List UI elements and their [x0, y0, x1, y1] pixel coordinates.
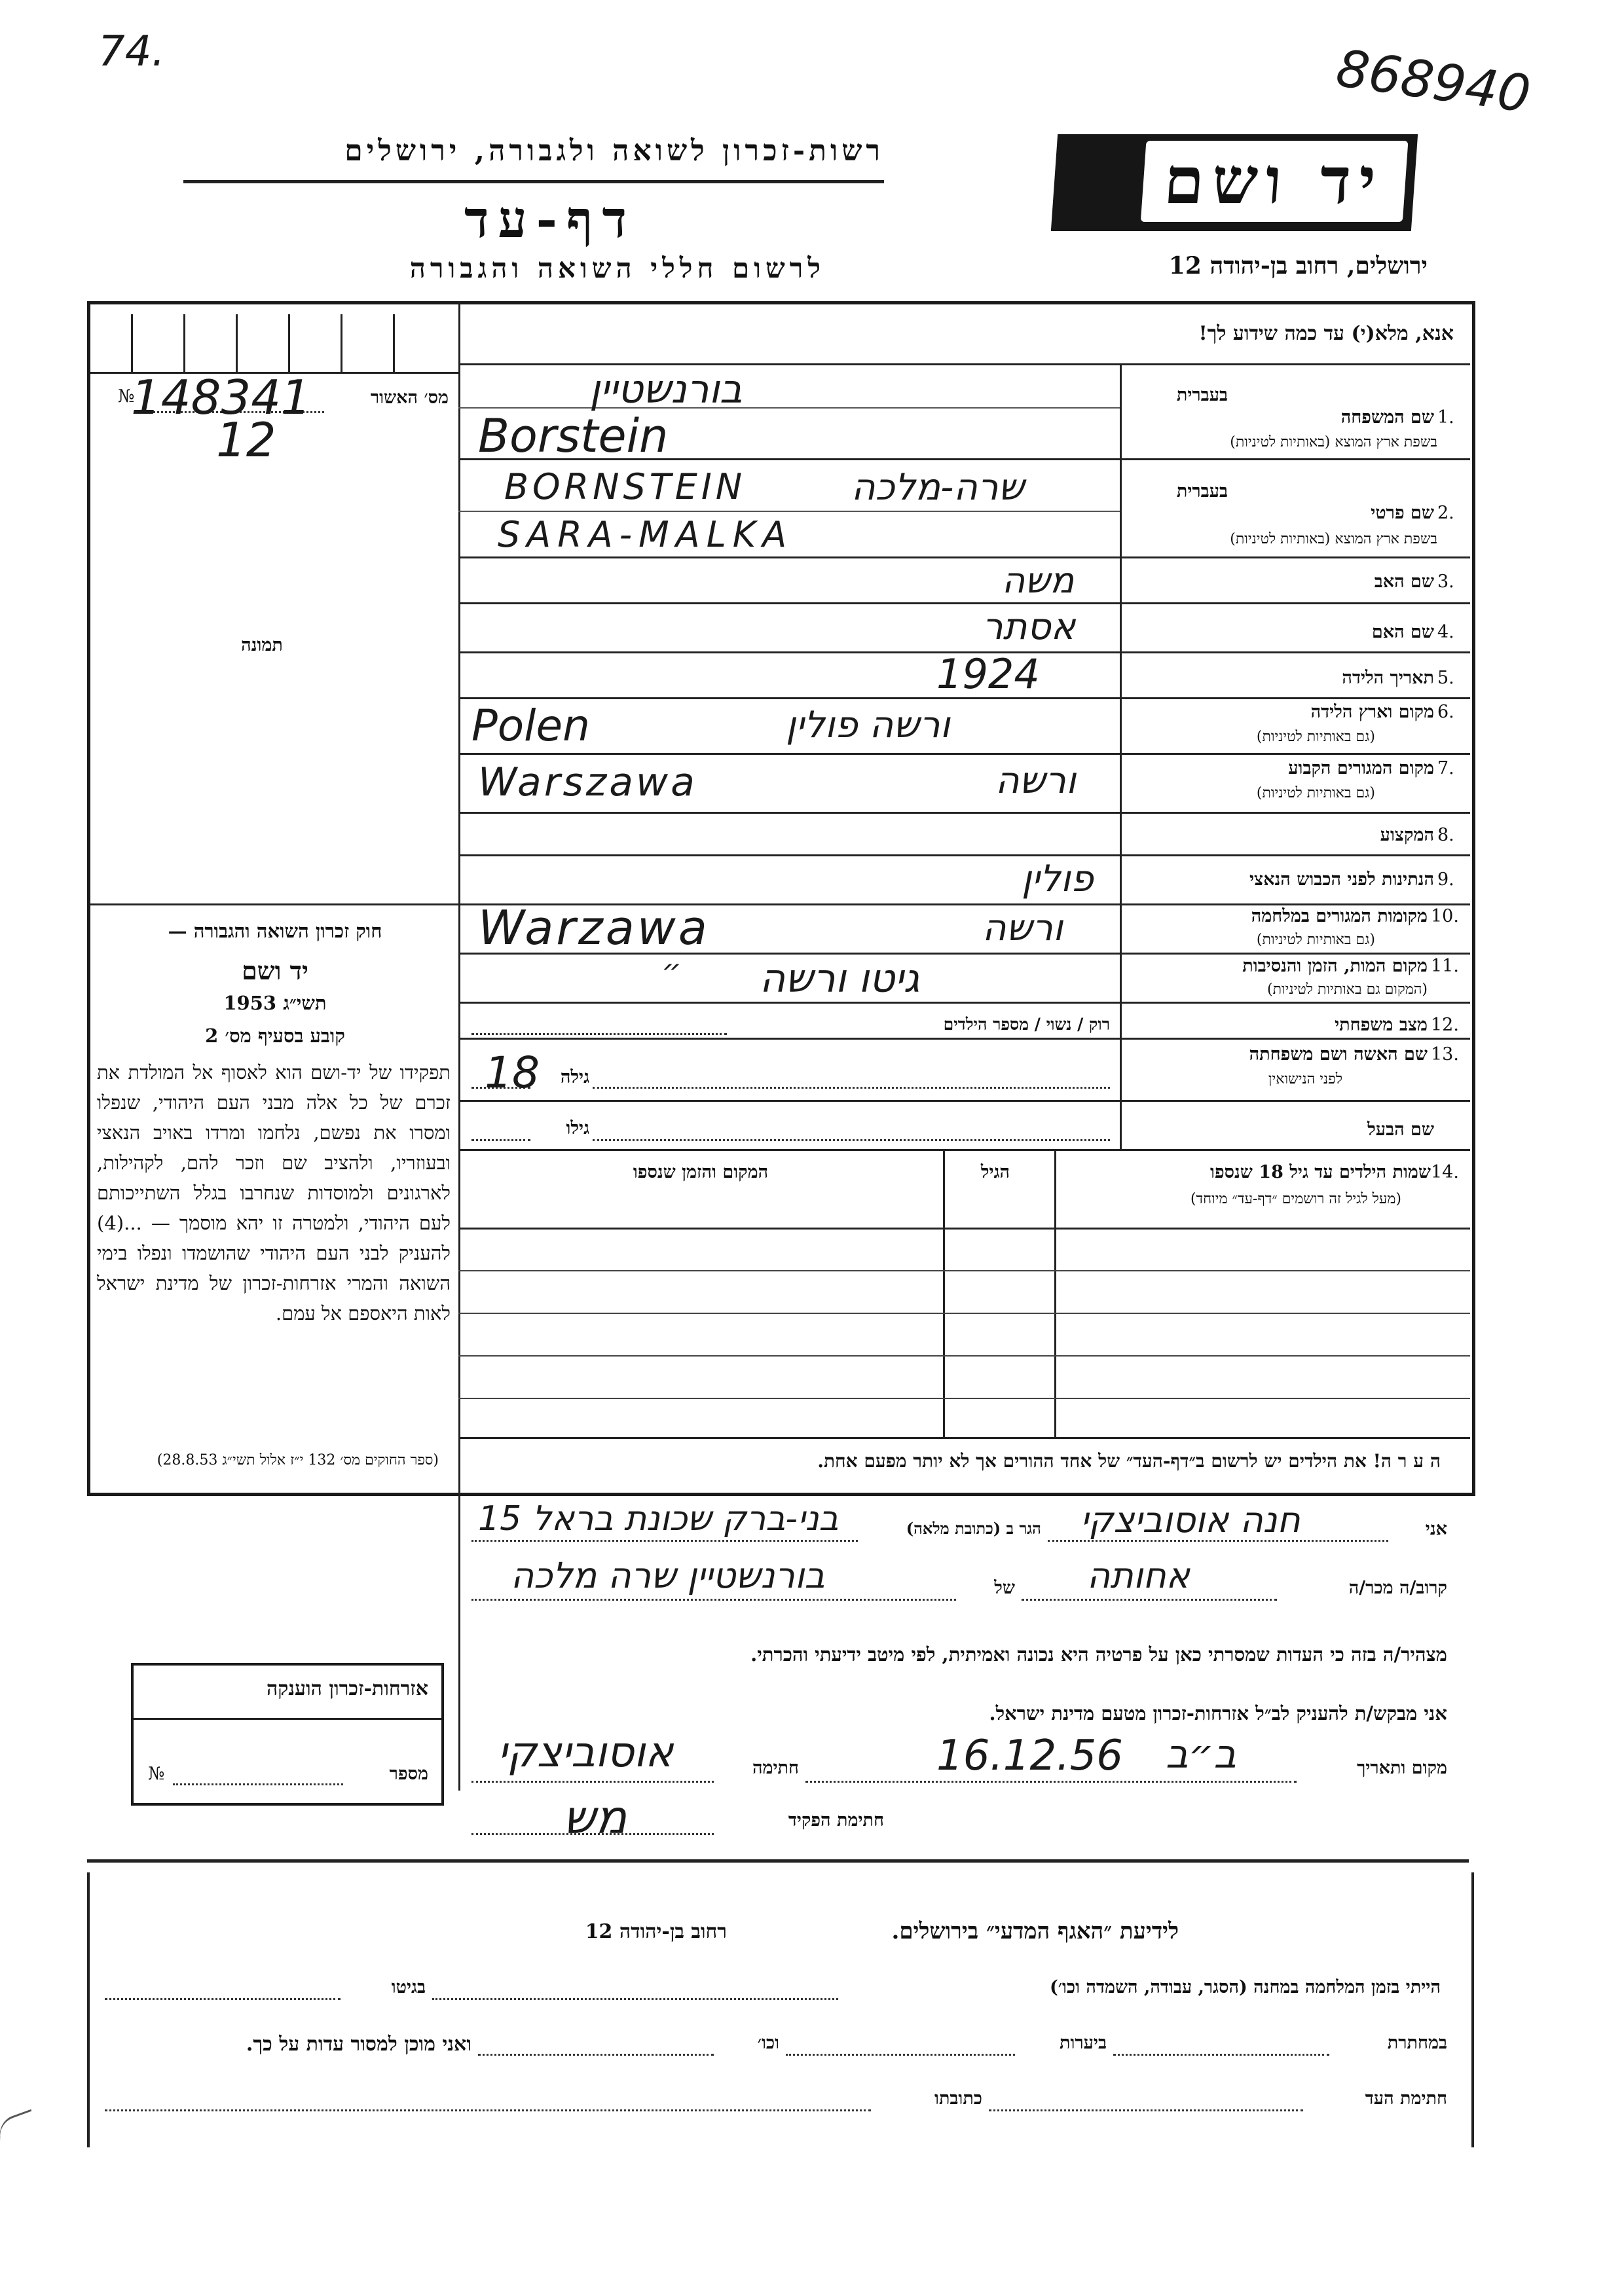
- corner-mark: 74.: [98, 27, 165, 76]
- f4-num: 4.: [1437, 622, 1454, 642]
- f4-value: אסתר: [982, 606, 1076, 648]
- f2-label: שם פרטי: [1371, 503, 1434, 523]
- f13-age-label: גילה: [560, 1067, 589, 1087]
- f5-num: 5.: [1437, 668, 1454, 688]
- f14-col-age: הגיל: [980, 1162, 1010, 1182]
- f10-label: מקומות המגורים במלחמה: [1251, 906, 1428, 926]
- f7-value-lat: Warszawa: [478, 759, 697, 805]
- f6-num: 6.: [1437, 702, 1454, 722]
- f2-num: 2.: [1437, 503, 1454, 523]
- f11-num: 11.: [1431, 956, 1459, 976]
- bottom-line1-camp: הייתי בזמן המלחמה במחנה (הסגר, עבודה, השמדה וכו׳): [1050, 1977, 1441, 1997]
- date-value: 16.12.56: [936, 1732, 1123, 1780]
- f7-num: 7.: [1437, 758, 1454, 778]
- f2-heb-tag: בעברית: [1176, 481, 1228, 501]
- f10-value-lat: Warzawa: [478, 900, 710, 955]
- law-citation: (ספר החוקים מס׳ 132 י״ז אלול תשי״ג 28.8.53): [157, 1452, 439, 1468]
- f13-age-value: 18: [485, 1048, 540, 1098]
- f13-label: שם האשה ושם משפחתה: [1249, 1044, 1428, 1065]
- f2-value-lat1: BORNSTEIN: [504, 466, 747, 507]
- declarant-address: בני-ברק שכונת בראל 15: [478, 1499, 839, 1539]
- f7-sub: (גם באותיות לטיניות): [1256, 785, 1375, 801]
- bottom-title: לידיעת ״האגף המדעי״ בירושלים.: [891, 1918, 1179, 1944]
- place-date-label: מקום ותאריך: [1357, 1758, 1447, 1778]
- f8-num: 8.: [1437, 825, 1454, 845]
- officer-signature-label: חתימת הפקיד: [788, 1810, 884, 1831]
- approval-no-sign: №: [118, 386, 135, 407]
- f13-sub: לפני הנישואין: [1268, 1071, 1342, 1087]
- bottom-section: [87, 1872, 1474, 2147]
- f6-value-heb: ורשה פולין: [786, 704, 950, 746]
- f13-num: 13.: [1431, 1044, 1459, 1065]
- decl-prefix: אני: [1425, 1519, 1447, 1539]
- bottom-line2-underground: במחתרת: [1387, 2033, 1447, 2053]
- f4-label: שם האם: [1371, 622, 1434, 642]
- f1-heb-tag: בעברית: [1176, 385, 1228, 405]
- f3-value: משה: [1002, 560, 1075, 601]
- photo-label: תמונה: [241, 635, 283, 655]
- bottom-line2-ready: ואני מוכן למסור עדות על כך.: [246, 2033, 471, 2056]
- witness-address-label: כתובתו: [934, 2088, 982, 2109]
- f1-label: שם המשפחה: [1340, 407, 1434, 428]
- f11-value-mark: ״: [661, 953, 682, 989]
- bottom-line2-etc: וכו׳: [757, 2033, 779, 2053]
- f10-sub: (גם באותיות לטיניות): [1256, 932, 1375, 948]
- law-year: תשי״ג 1953: [223, 992, 327, 1014]
- f7-value-heb: ורשה: [995, 759, 1077, 802]
- f12-label: מצב משפחתי: [1335, 1015, 1428, 1035]
- f7-label: מקום המגורים הקבוע: [1288, 758, 1434, 778]
- law-title: חוק זכרון השואה והגבורה —: [168, 920, 382, 942]
- f5-value: 1924: [936, 650, 1040, 698]
- declaration-request: אני מבקש/ת להעניק לב״ל אזרחות-זכרון מטעם מדינת ישראל.: [989, 1702, 1447, 1724]
- law-logo: יד ושם: [242, 956, 308, 985]
- relation-value: אחותה: [1087, 1555, 1190, 1596]
- f12-options: רוק / נשוי / מספר הילדים: [943, 1015, 1110, 1034]
- f13-husband-age-label: גילו: [566, 1118, 589, 1139]
- witness-signature-label: חתימת העד: [1365, 2088, 1447, 2109]
- bottom-line1-ghetto: בגיטו: [391, 1977, 426, 1997]
- law-clause: קובע בסעיף מס׳ 2: [205, 1025, 345, 1047]
- citizenship-box: [131, 1663, 444, 1806]
- f10-value-heb: ורשה: [982, 907, 1063, 949]
- approval-label: מס׳ האשור: [370, 388, 449, 408]
- f2-sub: בשפת ארץ המוצא (באותיות לטיניות): [1230, 531, 1437, 547]
- f3-label: שם האב: [1374, 572, 1434, 592]
- declarant-name: חנה אוסוביצקי: [1080, 1499, 1301, 1540]
- f14-sub: (מעל לגיל זה רושמים ״דף-עד״ מיוחד): [1190, 1191, 1401, 1207]
- record-number: 868940: [1333, 39, 1534, 125]
- f9-label: הנתינות לפני הכבוש הנאצי: [1249, 869, 1434, 890]
- citizenship-number-label: מספר: [389, 1764, 428, 1784]
- signature-value: אוסוביצקי: [498, 1728, 674, 1777]
- f13-husband-label: שם הבעל: [1367, 1120, 1434, 1140]
- signature-label: חתימה: [752, 1758, 799, 1778]
- f14-col-place: המקום והזמן שנספו: [633, 1162, 769, 1182]
- citizenship-no-sign: №: [148, 1764, 165, 1784]
- f11-value-heb: גיטו ורשה: [760, 956, 920, 1002]
- place-value: ב״ב: [1166, 1732, 1237, 1777]
- f6-label: מקום וארץ הלידה: [1310, 702, 1434, 722]
- bottom-address: רחוב בן-יהודה 12: [585, 1920, 727, 1943]
- intro-text: אנא, מלא(י) עד כמה שידוע לך!: [1198, 322, 1454, 345]
- f2-value-heb: שרה-מלכה: [851, 466, 1025, 509]
- f1-num: 1.: [1437, 407, 1454, 428]
- law-body: תפקידו של יד-ושם הוא לאסוף אל המולדת את זכרם של כל אלה מבני העם היהודי, שנפלו ומסרו את נפשם, נלחמו ומרדו באויב הנאצי ובעוזריו, ולהציב שם וזכר להם, לקהילות, לארגונים ולמוסדות שנחרבו בגלל השתייכותם לעם היהודי, ולמטרה זו יהא מוסמך — ...(4) להעניק לבני העם היהודי שהושמדו ונפלו בימי השואה והמרי אזרחות-זכרון של מדינת ישראל לאות היאספם אל עמם.: [97, 1061, 451, 1324]
- relation-label: קרוב/ה מכר/ה: [1348, 1578, 1447, 1598]
- f11-label: מקום המות, הזמן והנסיבות: [1242, 956, 1428, 976]
- f3-num: 3.: [1437, 572, 1454, 592]
- declaration-statement: מצהיר/ה בזה כי העדות שמסרתי כאן על פרטיה היא נכונה ואמיתית, לפי מיטב ידיעתי והכרתי.: [750, 1643, 1447, 1666]
- note-text: ה ע ר ה! את הילדים יש לרשום ב״דף-העד״ של אחד ההורים אך לא יותר מפעם אחת.: [817, 1450, 1441, 1472]
- f6-sub: (גם באותיות לטיניות): [1256, 729, 1375, 745]
- yad-vashem-address: ירושלים, רחוב בן-יהודה 12: [1168, 252, 1428, 280]
- f8-label: המקצוע: [1380, 825, 1434, 845]
- relation-mid: של: [994, 1578, 1015, 1598]
- f9-value: פולין: [1022, 858, 1094, 900]
- form-title: דף-עד: [464, 190, 636, 249]
- f5-label: תאריך הלידה: [1342, 668, 1434, 688]
- bottom-line2-forests: ביערות: [1059, 2033, 1107, 2053]
- yad-vashem-logo: [1051, 134, 1418, 231]
- f12-num: 12.: [1431, 1015, 1459, 1035]
- f14-num: 14.: [1431, 1162, 1459, 1182]
- f2-value-lat2: SARA-MALKA: [498, 514, 794, 555]
- f9-num: 9.: [1437, 869, 1454, 890]
- f1-value-lat: Borstein: [478, 409, 669, 463]
- f10-num: 10.: [1431, 906, 1459, 926]
- logo-text: יד ושם: [1161, 143, 1386, 219]
- f6-value-lat: Polen: [471, 701, 590, 751]
- f14-label: שמות הילדים עד גיל 18 שנספו: [1210, 1162, 1431, 1182]
- scan-mark: [0, 2109, 45, 2162]
- authority-name: רשות-זכרון לשואה ולגבורה, ירושלים: [344, 134, 884, 168]
- f1-sub: בשפת ארץ המוצא (באותיות לטיניות): [1230, 434, 1437, 450]
- citizenship-title: אזרחות-זכרון הוענקה: [266, 1677, 428, 1700]
- officer-signature: מש: [563, 1791, 627, 1844]
- f11-sub: (המקום גם באותיות לטיניות): [1267, 981, 1428, 998]
- approval-number: 148341: [131, 370, 311, 425]
- approval-number-suffix: 12: [216, 412, 276, 467]
- relative-name: בורנשטיין שרה מלכה: [511, 1555, 825, 1596]
- f1-value-heb: בורנשטיין: [589, 367, 743, 412]
- decl-mid: הגר ב (כתובת מלאה): [906, 1519, 1041, 1538]
- form-subtitle: לרשום חללי השואה והגבורה: [409, 252, 825, 284]
